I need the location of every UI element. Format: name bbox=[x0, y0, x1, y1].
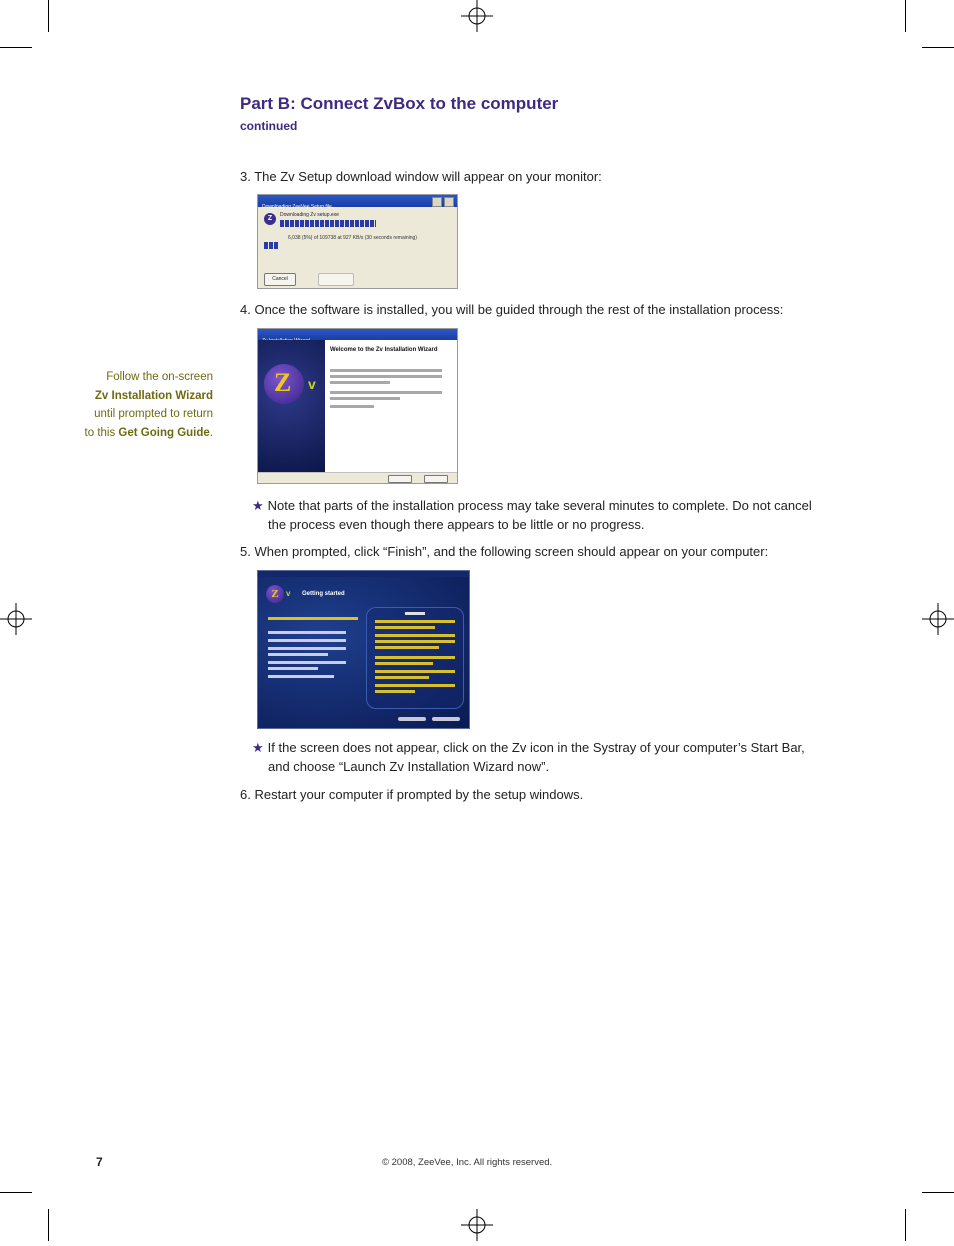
registration-mark-icon bbox=[0, 603, 32, 635]
cancel-button: Cancel bbox=[264, 273, 296, 286]
side-note-text: to this bbox=[84, 426, 119, 439]
text-line bbox=[330, 369, 442, 372]
panel-line bbox=[375, 656, 455, 659]
side-note-bold: Get Going Guide bbox=[118, 426, 210, 439]
minimize-icon bbox=[432, 197, 442, 207]
close-icon bbox=[444, 197, 454, 207]
registration-mark-icon bbox=[922, 603, 954, 635]
progress-bar bbox=[280, 220, 376, 227]
panel-title bbox=[405, 612, 425, 615]
panel-line bbox=[375, 670, 455, 673]
copyright-text: © 2008, ZeeVee, Inc. All rights reserved. bbox=[382, 1157, 553, 1168]
back-button bbox=[398, 717, 426, 721]
crop-mark bbox=[48, 0, 49, 32]
panel-line bbox=[375, 690, 415, 693]
crop-mark bbox=[922, 47, 954, 48]
v-logo-icon: v bbox=[308, 376, 316, 392]
note-text: If the screen does not appear, click on the Zv icon in the Systray of your computer’s Start Bar, bbox=[267, 740, 805, 755]
window-title: Downloading ZeeVee Setup file... bbox=[262, 204, 336, 210]
crop-mark bbox=[0, 47, 32, 48]
wizard-footer bbox=[258, 472, 457, 484]
panel-line bbox=[375, 620, 455, 623]
zv-logo-icon: Z bbox=[264, 213, 276, 225]
zv-logo-icon: Z bbox=[264, 364, 304, 404]
side-note-bold: Zv Installation Wizard bbox=[94, 389, 213, 402]
side-note-line: Follow the on-screen bbox=[106, 371, 213, 383]
getting-started-title: Getting started bbox=[302, 591, 345, 597]
registration-mark-icon bbox=[461, 1209, 493, 1241]
list-item bbox=[268, 647, 346, 650]
step-4-text: 4. Once the software is installed, you will be guided through the rest of the installation process: bbox=[240, 302, 784, 317]
progress-bar bbox=[264, 242, 278, 249]
next-button bbox=[388, 475, 412, 483]
list-item bbox=[268, 667, 318, 670]
page-number: 7 bbox=[96, 1155, 103, 1169]
star-icon: ★ bbox=[252, 740, 264, 755]
download-label: Downloading Zv setup.exe bbox=[280, 212, 339, 218]
panel-line bbox=[375, 634, 455, 637]
crop-mark bbox=[905, 1209, 906, 1241]
page-title: Part B: Connect ZvBox to the computer bbox=[240, 94, 559, 113]
next-button bbox=[432, 717, 460, 721]
cancel-button bbox=[424, 475, 448, 483]
list-item bbox=[268, 653, 328, 656]
crop-mark bbox=[905, 0, 906, 32]
v-logo-icon: v bbox=[286, 589, 291, 598]
note-line bbox=[252, 738, 872, 757]
side-note-line bbox=[60, 387, 213, 406]
step-6-text: 6. Restart your computer if prompted by the setup windows. bbox=[240, 787, 584, 802]
page-subtitle: continued bbox=[240, 119, 298, 133]
panel-line bbox=[375, 684, 455, 687]
list-item bbox=[268, 631, 346, 634]
list-item bbox=[268, 639, 346, 642]
text-line bbox=[330, 375, 442, 378]
note-line: the process even though there appears to be little or no progress. bbox=[268, 517, 645, 532]
zv-logo-icon: Z bbox=[266, 585, 284, 603]
side-note-line bbox=[60, 424, 213, 443]
side-note bbox=[60, 368, 213, 442]
download-status: 6,038 (5%) of 109738 at 927 KB/s (30 seconds remaining) bbox=[288, 235, 417, 241]
panel-line bbox=[375, 676, 429, 679]
download-window-screenshot bbox=[257, 194, 458, 289]
window-titlebar bbox=[258, 195, 457, 210]
note-1 bbox=[252, 496, 872, 534]
note-line: and choose “Launch Zv Installation Wizard now”. bbox=[268, 759, 550, 774]
installation-wizard-screenshot bbox=[257, 328, 458, 484]
window-titlebar bbox=[258, 571, 469, 577]
text-line bbox=[330, 391, 442, 394]
panel-line bbox=[375, 646, 439, 649]
tips-panel bbox=[366, 607, 464, 709]
window-titlebar bbox=[258, 329, 457, 340]
note-text: Note that parts of the installation process may take several minutes to complete. Do not cancel bbox=[267, 498, 812, 513]
list-item bbox=[268, 675, 334, 678]
panel-line bbox=[375, 662, 433, 665]
section-heading bbox=[268, 617, 358, 620]
crop-mark bbox=[922, 1192, 954, 1193]
side-note-line: until prompted to return bbox=[94, 408, 213, 420]
panel-line bbox=[375, 626, 435, 629]
note-line bbox=[252, 496, 872, 515]
wizard-banner bbox=[258, 340, 325, 472]
text-line bbox=[330, 381, 390, 384]
crop-mark bbox=[48, 1209, 49, 1241]
text-line bbox=[330, 405, 374, 408]
star-icon: ★ bbox=[252, 498, 264, 513]
disabled-button bbox=[318, 273, 354, 286]
list-item bbox=[268, 661, 346, 664]
panel-line bbox=[375, 640, 455, 643]
wizard-heading: Welcome to the Zv Installation Wizard bbox=[330, 347, 438, 353]
registration-mark-icon bbox=[461, 0, 493, 32]
text-line bbox=[330, 397, 400, 400]
step-5-text: 5. When prompted, click “Finish”, and the following screen should appear on your computer: bbox=[240, 544, 769, 559]
getting-started-screenshot bbox=[257, 570, 470, 729]
note-2 bbox=[252, 738, 872, 776]
step-3-text: 3. The Zv Setup download window will appear on your monitor: bbox=[240, 169, 602, 184]
crop-mark bbox=[0, 1192, 32, 1193]
side-note-text: . bbox=[209, 426, 213, 439]
